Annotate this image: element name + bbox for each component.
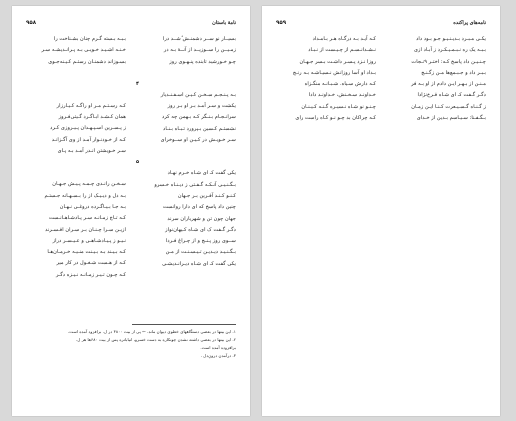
verse-line: کـه چـون تـیـر زمـانـه نـیـزه دگـر [55,271,126,278]
verse-line: ســوی روز پـنـج و از چـراغ فـردا [165,238,236,245]
verse-line: دگـر گـفت کـ ای شـاه فـرخ‌نژادا [417,92,486,99]
verse-line: بـبـر داد و جـبـمع‌ها مـن زگـنـج [421,69,486,76]
verse-line: یکی گفت کـ ای شـاه خـرم نهـاد [167,170,236,177]
verse-line: سـخـن رانـدی چـمـه پـیـش جـهـان [52,181,126,188]
stanza-gap [26,90,126,101]
verse-line: کـه دارش سـیاه. شـبـانـه منگـزاه [304,81,376,88]
verse-line: کـه از خـودنـوار آمـد از وی آگـزانـد [51,136,126,143]
verse-line: روزا نـزد پـسـر داشـت بـسر جـهـان [299,58,376,65]
stanza-gap [26,79,126,90]
footnote: ۲. این بیتها در بعضی داشته نشدن چونکاره به دست خسرو، انیاباتره پس از بیت ۶۸۰ها هر ل. [75,337,236,342]
running-title: نامه‌های پراکنده [453,20,486,26]
verse-line: یکی گفت کـ ای شـاه دیـرانـدیشـی [162,260,236,267]
verse-columns [26,34,236,281]
verse-line: چنین داد پاسخ که ای دارا روانست [162,204,236,211]
verse-line: یکـی مـبـرد بـدیـنـیـو جـو بـود داد [416,36,486,42]
stanza-gap [136,68,236,79]
verse-line: سـر خـویشتن انـدر آمـد بـه پـای [57,148,126,155]
verse-line: مـنـن از بـهـر ایـن دادم از او بـه فر [411,81,486,88]
stanza-gap [26,157,126,168]
page-number: ۹۵۸ [26,20,37,26]
verse-line: کـه رسـتـم مـر او راگـه کـیـارزار [56,102,126,109]
stanza-gap [26,168,126,179]
verse-line: چـنـیـن داد پاسخ کـه: اختـر ۹نـجات [411,58,486,65]
section-number: ۵ [136,159,140,166]
verse-line: بـداد او آسا روزانش نـسیـاشـه بـه رنـج [292,69,376,76]
footnotes [26,328,236,360]
verse-line: چـو خـورشید تابنده پنـهـوی روز [169,58,236,65]
left-book-page [12,6,250,416]
verse-line: بـگـنـیـد دیـدیـن تـیـسـنـت از مـن [165,249,236,256]
verse-line: نشستـم کـسین بـپرورد تـبـاه بـنـاد [163,125,236,132]
right-book-page [262,6,500,416]
footnote: برافزوده آمده است. [200,345,236,350]
section-number: ۴ [136,80,140,87]
verse-line: بـگـنـیـی آنـکـه گـفـتی ز دیـنـاه خـسرو [154,181,236,188]
verse-line: بسیــار نو ســر دشمنـش ُشــد درا [162,36,236,42]
page-number: ۹۵۹ [276,20,287,26]
verse-line: همان کـشـد ابـاگـرد گـیتی‌فـروز [58,114,126,121]
verse-columns [276,34,486,124]
verse-line: کـه از هـست شـغـول در کار میر [56,260,126,267]
page-header [276,20,486,26]
stanza-gap [26,68,126,79]
verse-line: زمـیــن را ســوزیــد از آنــهٔ بـه در [163,47,236,54]
footnote-divider [132,324,236,325]
verse-line: نـیـو ز پـیـادشـاهـی و عـیـسـر دراز [52,237,126,244]
verse-line: کـه آیـد بـه درگـاه هـر بـامـداد [312,36,376,42]
verse-line: کـه چراکان بد چـو نـو کـاه راست رای [295,115,376,122]
verse-column-left [276,34,376,124]
verse-line: بـگـفـنا: سـیـاسم بـدین از خـدای [416,115,486,122]
verse-line: جهان چون تن و شهریاران سرند [167,215,236,222]
verse-line: سرانـجـام بـنـگر کـه بـهمن چه کرد [162,114,236,121]
verse-line: دگـر گـفت ک ای شـاه کـیهان‌نواز [165,226,236,233]
verse-line: خـنـه اشـیـد خـویـی بـه پـرانـدیشـه سـر [41,47,126,54]
footnote: ۳. درآمدن درونِ‌دل . [200,353,236,358]
verse-column-left [26,34,126,281]
verse-line: بـبـه یک ره نـبـمـیـکـرد ز آبـاد ازی [413,47,486,54]
running-title: نامهٔ باستان [212,20,236,26]
verse-line: خـداونـد سـخـنش، خـداونـد دادا [308,92,376,99]
verse-column-right [386,34,486,124]
verse-line: بـه دل و دیـیـک از را بـسـهـانه جـستـم [44,192,126,199]
verse-line: کـه بـیـند بـه بـیـنت منـیـه خـرمـان‌هـا [47,249,126,256]
verse-line: بـه جـا بـیـاگـرده دروغـی نـهـان [59,203,126,210]
verse-line: یکشت و سـر آمـد بـر او بـر روز [167,103,236,110]
verse-line: بـه پـنـجـم سـخـن کـیـن اسـفـنـدیار [160,91,236,98]
verse-line: سـر خـویـش در کـیـن او ســوخرای [160,137,236,144]
verse-line: کـنـو کـنـد آفـرین بـر جـهان [177,192,236,199]
footnote: ۱. این بیتها در بعضی دستگاههای خطوی دیوان ماند. ← پی از بیت ۳۸۰۰ در ل. برافزود آمده است. [67,329,236,334]
verse-line: کـه تـاج زمـانـه سـر پـادشـاهـانـست [49,215,126,222]
page-header [26,20,236,26]
verse-line: نـشـدانـسـم از چـیـست از نـبـاد [308,47,376,54]
verse-line: چـنـو نو شـاه نـسیـره گـنـه کـیـنـان [301,103,376,110]
verse-column-right [136,34,236,281]
verse-line: ز گـنـاه گـسـیـعرت کـنـا ایـن زمـان [411,103,486,110]
verse-line: ازیـن سـرا چـنـان بـر سـران افـسـرند [45,226,126,233]
verse-line: ز پـسـرین اسـپـهـدان پـیـروزی کـرد [50,125,126,132]
stanza-gap [136,146,236,157]
verse-line: بـبـه بـسته گـرم چنان بشـناخت را [53,36,126,42]
verse-line: بسـوزاند دشمنـان رستـم کـیـنه‌جـوی [48,58,126,65]
